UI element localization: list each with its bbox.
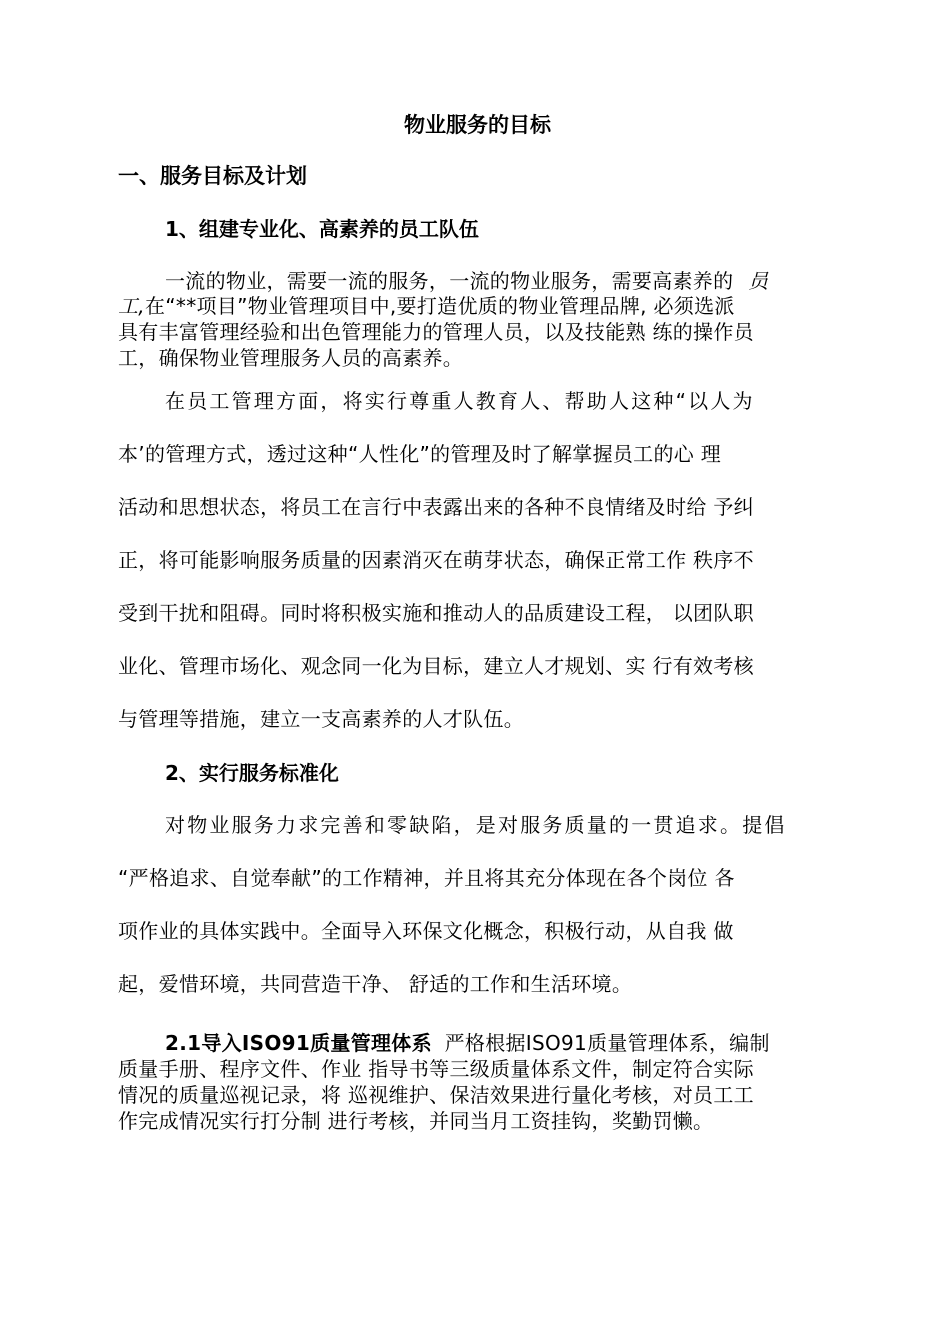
paragraph-line: “严格追求、自觉奉献”的工作精神，并且将其充分体现在各个岗位 各 — [118, 866, 735, 890]
page-title: 物业服务的目标 — [404, 113, 551, 137]
italic-text-run: 员 — [748, 269, 769, 293]
subsection-heading-1: 1、组建专业化、高素养的员工队伍 — [165, 217, 479, 241]
paragraph-line: 质量手册、程序文件、作业 指导书等三级质量体系文件，制定符合实际 — [118, 1057, 754, 1081]
paragraph-line: 工，确保物业管理服务人员的高素养。 — [118, 346, 464, 370]
paragraph-line: 起，爱惜环境，共同营造干净、 舒适的工作和生活环境。 — [118, 972, 633, 996]
paragraph-line: 受到干扰和阻碍。同时将积极实施和推动人的品质建设工程， 以团队职 — [118, 601, 754, 625]
paragraph-line: 作完成情况实行打分制 进行考核，并同当月工资挂钩，奖勤罚懒。 — [118, 1109, 714, 1133]
paragraph-line: 与管理等措施，建立一支高素养的人才队伍。 — [118, 707, 524, 731]
inline-heading: 2.1导入ISO91质量管理体系 — [165, 1031, 432, 1055]
paragraph-line: 活动和思想状态，将员工在言行中表露出来的各种不良情绪及时给 予纠 — [118, 495, 754, 519]
paragraph-line: 本’的管理方式，透过这种“人性化”的管理及时了解掌握员工的心 理 — [118, 442, 722, 466]
paragraph-line: 项作业的具体实践中。全面导入环保文化概念，积极行动，从自我 做 — [118, 919, 734, 943]
text-run: 在“**项目”物业管理项目中,要打造优质的物业管理品牌, 必须选派 — [144, 294, 735, 318]
paragraph-line: 具有丰富管理经验和出色管理能力的管理人员，以及技能熟 练的操作员 — [118, 320, 754, 344]
subsection-heading-2: 2、实行服务标准化 — [165, 761, 339, 785]
paragraph-line: 情况的质量巡视记录，将 巡视维护、保洁效果进行量化考核，对员工工 — [118, 1083, 754, 1107]
text-run: 严格根据ISO91质量管理体系，编制 — [444, 1031, 770, 1055]
paragraph-line: 正，将可能影响服务质量的因素消灭在萌芽状态，确保正常工作 秩序不 — [118, 548, 754, 572]
paragraph-line — [165, 1027, 770, 1056]
paragraph-line: 业化、管理市场化、观念同一化为目标，建立人才规划、实 行有效考核 — [118, 654, 754, 678]
italic-text-run: 工, — [118, 294, 145, 318]
text-run: 一流的物业，需要一流的服务，一流的物业服务，需要高素养的 — [165, 269, 734, 293]
paragraph-line: 在员工管理方面，将实行尊重人教育人、帮助人这种“以人为 — [165, 389, 755, 413]
paragraph-line — [118, 290, 735, 319]
paragraph-line: 对物业服务力求完善和零缺陷，是对服务质量的一贯追求。提倡 — [165, 813, 787, 837]
section-heading-1: 一、服务目标及计划 — [118, 164, 307, 188]
